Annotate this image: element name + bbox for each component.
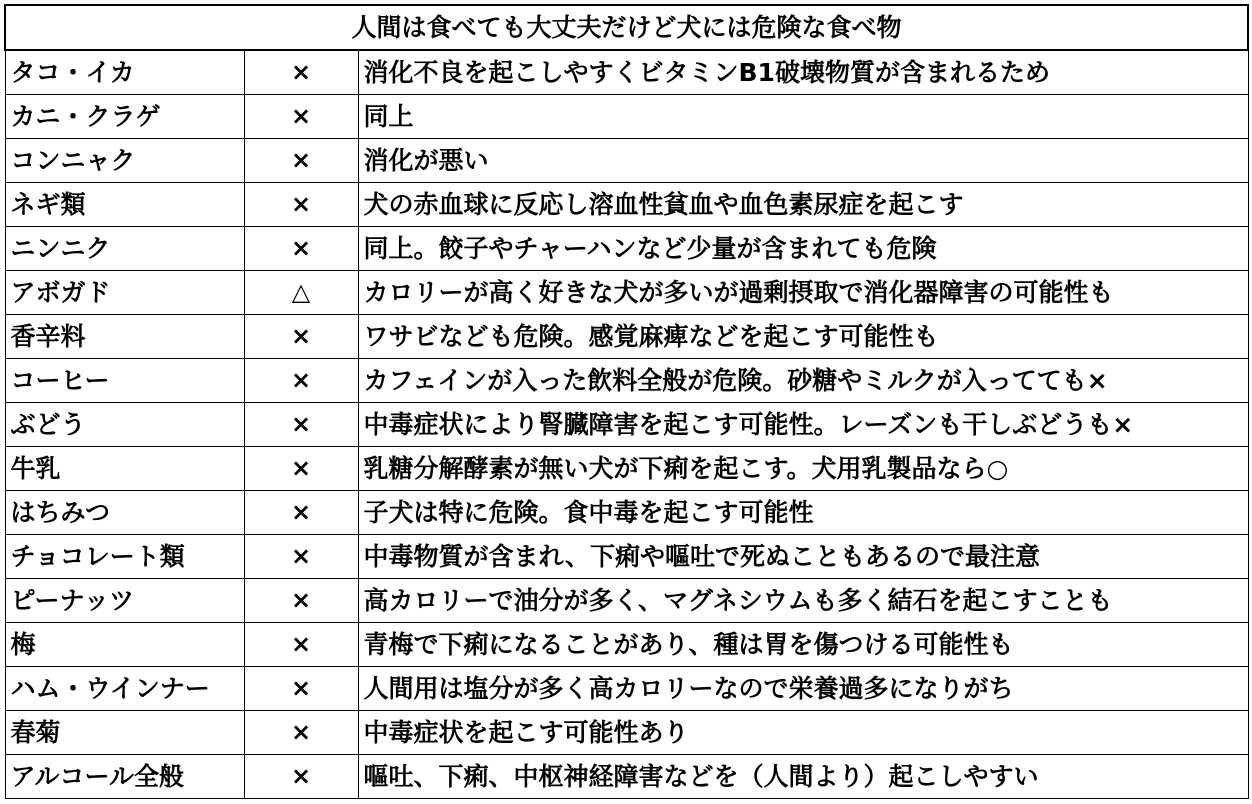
table-row [5, 271, 1248, 315]
reason-cell[interactable]: 子犬は特に危険。食中毒を起こす可能性 [358, 491, 1248, 535]
table-row [5, 359, 1248, 403]
table-row [5, 139, 1248, 183]
food-cell[interactable]: 香辛料 [5, 315, 244, 359]
table-row [5, 315, 1248, 359]
safety-mark-cell[interactable]: × [244, 491, 358, 535]
safety-mark-cell[interactable]: × [244, 623, 358, 667]
table-row [5, 667, 1248, 711]
safety-mark-cell[interactable]: × [244, 50, 358, 95]
food-cell[interactable]: 牛乳 [5, 447, 244, 491]
food-cell[interactable]: チョコレート類 [5, 535, 244, 579]
table-title[interactable]: 人間は食べても大丈夫だけど犬には危険な食べ物 [5, 5, 1248, 50]
table-row [5, 95, 1248, 139]
reason-cell[interactable]: 同上。餃子やチャーハンなど少量が含まれても危険 [358, 227, 1248, 271]
reason-cell[interactable]: 高カロリーで油分が多く、マグネシウムも多く結石を起こすことも [358, 579, 1248, 623]
reason-cell[interactable]: カロリーが高く好きな犬が多いが過剰摂取で消化器障害の可能性も [358, 271, 1248, 315]
food-cell[interactable]: ぶどう [5, 403, 244, 447]
safety-mark-cell[interactable]: × [244, 359, 358, 403]
safety-mark-cell[interactable]: × [244, 711, 358, 755]
food-cell[interactable]: タコ・イカ [5, 50, 244, 95]
reason-cell[interactable]: 消化不良を起こしやすくビタミンB1破壊物質が含まれるため [358, 50, 1248, 95]
food-cell[interactable]: カニ・クラゲ [5, 95, 244, 139]
food-cell[interactable]: はちみつ [5, 491, 244, 535]
safety-mark-cell[interactable]: × [244, 403, 358, 447]
safety-mark-cell[interactable]: × [244, 315, 358, 359]
reason-cell[interactable]: 犬の赤血球に反応し溶血性貧血や血色素尿症を起こす [358, 183, 1248, 227]
safety-mark-cell[interactable]: × [244, 579, 358, 623]
food-cell[interactable]: アルコール全般 [5, 755, 244, 799]
table-row [5, 491, 1248, 535]
table-row [5, 535, 1248, 579]
table-row [5, 403, 1248, 447]
title-row [5, 5, 1248, 50]
food-cell[interactable]: ネギ類 [5, 183, 244, 227]
table-row [5, 227, 1248, 271]
reason-cell[interactable]: 乳糖分解酵素が無い犬が下痢を起こす。犬用乳製品なら○ [358, 447, 1248, 491]
safety-mark-cell[interactable]: × [244, 447, 358, 491]
table-row [5, 447, 1248, 491]
food-cell[interactable]: コーヒー [5, 359, 244, 403]
reason-cell[interactable]: 同上 [358, 95, 1248, 139]
food-cell[interactable]: ハム・ウインナー [5, 667, 244, 711]
food-cell[interactable]: 梅 [5, 623, 244, 667]
dangerous-foods-table [4, 4, 1249, 799]
table-row [5, 579, 1248, 623]
table-row [5, 711, 1248, 755]
safety-mark-cell[interactable]: × [244, 227, 358, 271]
safety-mark-cell[interactable]: × [244, 667, 358, 711]
table-row [5, 755, 1248, 799]
reason-cell[interactable]: 人間用は塩分が多く高カロリーなので栄養過多になりがち [358, 667, 1248, 711]
spreadsheet [4, 4, 1247, 798]
food-cell[interactable]: ピーナッツ [5, 579, 244, 623]
safety-mark-cell[interactable]: × [244, 183, 358, 227]
reason-cell[interactable]: ワサビなども危険。感覚麻痺などを起こす可能性も [358, 315, 1248, 359]
food-cell[interactable]: 春菊 [5, 711, 244, 755]
reason-cell[interactable]: 消化が悪い [358, 139, 1248, 183]
reason-cell[interactable]: 中毒症状により腎臓障害を起こす可能性。レーズンも干しぶどうも× [358, 403, 1248, 447]
table-row [5, 183, 1248, 227]
safety-mark-cell[interactable]: × [244, 755, 358, 799]
reason-cell[interactable]: カフェインが入った飲料全般が危険。砂糖やミルクが入ってても× [358, 359, 1248, 403]
reason-cell[interactable]: 青梅で下痢になることがあり、種は胃を傷つける可能性も [358, 623, 1248, 667]
safety-mark-cell[interactable]: × [244, 139, 358, 183]
table-row [5, 623, 1248, 667]
safety-mark-cell[interactable]: △ [244, 271, 358, 315]
safety-mark-cell[interactable]: × [244, 535, 358, 579]
food-cell[interactable]: コンニャク [5, 139, 244, 183]
safety-mark-cell[interactable]: × [244, 95, 358, 139]
reason-cell[interactable]: 中毒物質が含まれ、下痢や嘔吐で死ぬこともあるので最注意 [358, 535, 1248, 579]
reason-cell[interactable]: 中毒症状を起こす可能性あり [358, 711, 1248, 755]
food-cell[interactable]: ニンニク [5, 227, 244, 271]
reason-cell[interactable]: 嘔吐、下痢、中枢神経障害などを（人間より）起こしやすい [358, 755, 1248, 799]
table-row [5, 50, 1248, 95]
food-cell[interactable]: アボガド [5, 271, 244, 315]
